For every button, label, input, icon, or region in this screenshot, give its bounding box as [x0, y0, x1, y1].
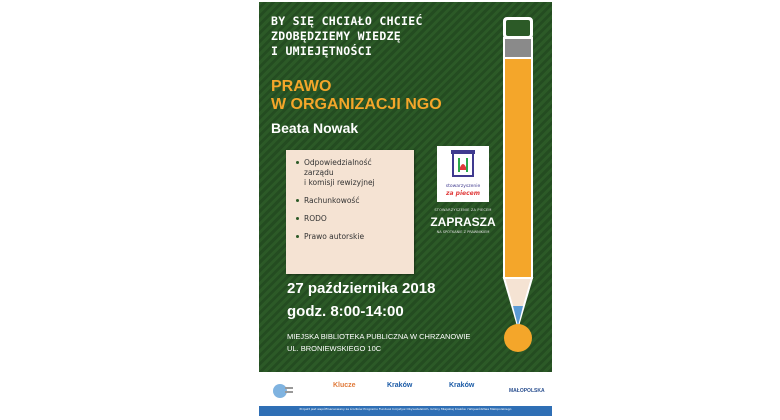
- partner-krakow-2: Kraków: [449, 382, 475, 389]
- venue-line-2: UL. BRONIEWSKIEGO 10C: [287, 344, 382, 353]
- bullet-icon: [296, 217, 299, 220]
- tagline-line-1: BY SIĘ CHCIAŁO CHCIEĆ: [271, 14, 423, 28]
- topic-item: [296, 196, 408, 206]
- organizer-logo: [437, 146, 489, 202]
- footer-text: Projekt jest współfinansowany ze środków Programu Fundusz Inicjatyw Obywatelskich, Gminy Miejskiej Kraków i Województwa Małopolskiego: [299, 407, 512, 411]
- event-venue: [287, 331, 470, 355]
- partner-circle-icon: [271, 382, 293, 400]
- tagline-line-3: I UMIEJĘTNOŚCI: [271, 44, 373, 58]
- topic-label: Rachunkowość: [304, 196, 360, 205]
- topic-item: [296, 158, 408, 188]
- tagline: [271, 14, 481, 59]
- bullet-icon: [296, 199, 299, 202]
- event-hours: godz. 8:00-14:00: [287, 303, 404, 320]
- bullet-icon: [296, 235, 299, 238]
- poster-title: [271, 78, 491, 114]
- topics-card: [286, 150, 414, 274]
- invite-small-label: NA SPOTKANIE Z PRAWNIKIEM: [436, 230, 490, 234]
- topic-label: Prawo autorskie: [304, 232, 365, 241]
- title-line-1: PRAWO: [271, 78, 332, 95]
- organizer-small-label: STOWARZYSZENIE ZA PIECEM: [434, 208, 492, 212]
- partner-krakow-1: Kraków: [387, 382, 413, 389]
- title-line-2: W ORGANIZACJI NGO: [271, 96, 442, 113]
- partner-logos: [259, 378, 552, 404]
- logo-text-line-1: stowarzyszenie: [445, 184, 481, 189]
- tagline-line-2: ZDOBĘDZIEMY WIEDZĘ: [271, 29, 402, 43]
- partner-klucze: Klucze: [333, 382, 356, 389]
- event-poster: [259, 2, 552, 416]
- topic-label: RODO: [304, 214, 327, 223]
- partner-malopolska: MAŁOPOLSKA: [509, 388, 545, 394]
- logo-text-line-2: za piecem: [446, 190, 480, 197]
- event-date: 27 października 2018: [287, 280, 436, 297]
- footer-bar: [259, 406, 552, 416]
- topic-item: [296, 214, 408, 224]
- venue-line-1: MIEJSKA BIBLIOTEKA PUBLICZNA W CHRZANOWIE: [287, 332, 471, 341]
- bullet-icon: [296, 161, 299, 164]
- stove-logo-icon: [437, 146, 489, 184]
- invite-label: ZAPRASZA: [430, 215, 496, 229]
- topic-item: [296, 232, 408, 242]
- topic-label: Odpowiedzialność zarządu i komisji rewizyjnej: [304, 158, 375, 187]
- pencil-icon: [498, 16, 538, 356]
- speaker-name: Beata Nowak: [271, 120, 359, 136]
- topics-list: [286, 150, 414, 242]
